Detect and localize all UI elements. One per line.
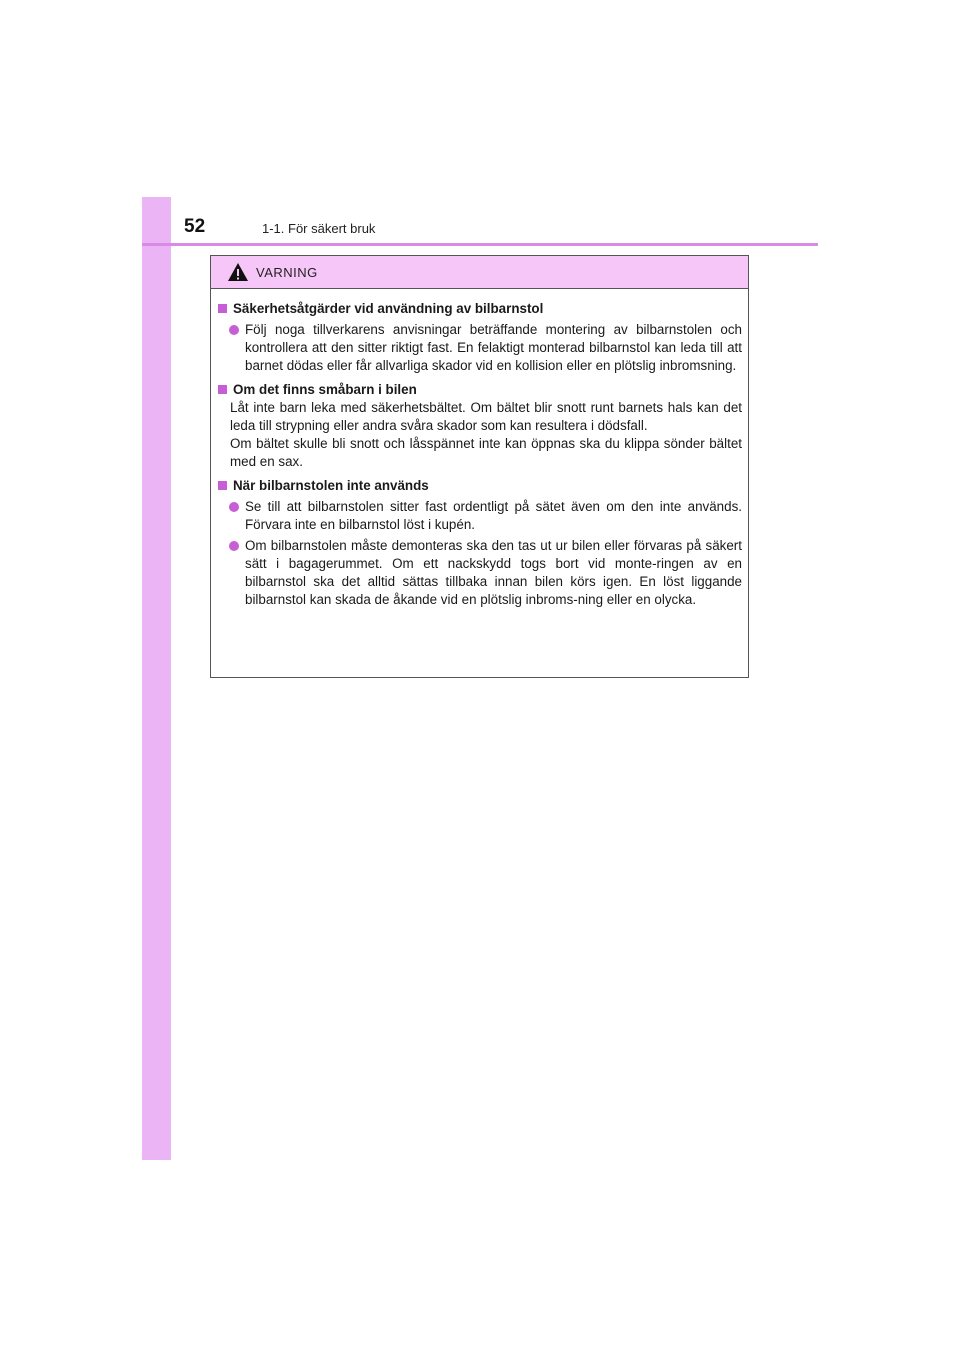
dot-bullet-icon bbox=[229, 502, 239, 512]
square-bullet-icon bbox=[218, 385, 227, 394]
warning-triangle-icon bbox=[227, 262, 249, 282]
warning-section-small-children bbox=[216, 381, 742, 471]
dot-bullet-icon bbox=[229, 541, 239, 551]
section-heading-text: När bilbarnstolen inte används bbox=[233, 478, 429, 493]
bullet-item bbox=[228, 498, 742, 534]
bullet-item bbox=[228, 321, 742, 375]
side-tab bbox=[142, 197, 171, 1160]
warning-section-unused-seat bbox=[216, 477, 742, 609]
bullet-item bbox=[228, 537, 742, 609]
header-rule bbox=[142, 243, 818, 246]
square-bullet-icon bbox=[218, 481, 227, 490]
section-heading-text: Om det finns småbarn i bilen bbox=[233, 382, 417, 397]
warning-body bbox=[211, 289, 748, 609]
page-number: 52 bbox=[184, 216, 206, 237]
dot-bullet-icon bbox=[229, 325, 239, 335]
warning-section-child-seat bbox=[216, 300, 742, 375]
section-title: 1-1. För säkert bruk bbox=[262, 221, 376, 236]
warning-box bbox=[210, 255, 749, 678]
warning-label: VARNING bbox=[256, 265, 318, 280]
bullet-text: Följ noga tillverkarens anvisningar beträffande montering av bilbarnstolen och kontrollera att den sitter riktigt fast. En felaktigt monterad bilbarnstol kan leda till att barnet dödas eller får allvarliga skador vid en kollision eller en plötslig inbromsning. bbox=[245, 322, 742, 373]
section-heading-text: Säkerhetsåtgärder vid användning av bilbarnstol bbox=[233, 301, 544, 316]
section-heading bbox=[216, 477, 742, 495]
section-heading bbox=[216, 300, 742, 318]
section-heading bbox=[216, 381, 742, 399]
bullet-text: Se till att bilbarnstolen sitter fast ordentligt på sätet även om den inte används. Förvara inte en bilbarnstol löst i kupén. bbox=[245, 499, 742, 532]
paragraph: Låt inte barn leka med säkerhetsbältet. Om bältet blir snott runt barnets hals kan det leda till strypning eller andra svåra skador som kan resultera i dödsfall. bbox=[230, 400, 742, 433]
bullet-text: Om bilbarnstolen måste demonteras ska den tas ut ur bilen eller förvaras på säkert sätt i bagagerummet. Om ett nackskydd togs bort vid monte-ringen av en bilbarnstol ska det alltid sättas tillbaka innan bilen körs igen. En löst liggande bilbarnstol kan skada de åkande vid en plötslig inbroms-ning eller en olycka. bbox=[245, 538, 742, 607]
paragraph: Om bältet skulle bli snott och låsspännet inte kan öppnas ska du klippa sönder bältet med en sax. bbox=[230, 436, 742, 469]
warning-header bbox=[211, 256, 748, 289]
square-bullet-icon bbox=[218, 304, 227, 313]
